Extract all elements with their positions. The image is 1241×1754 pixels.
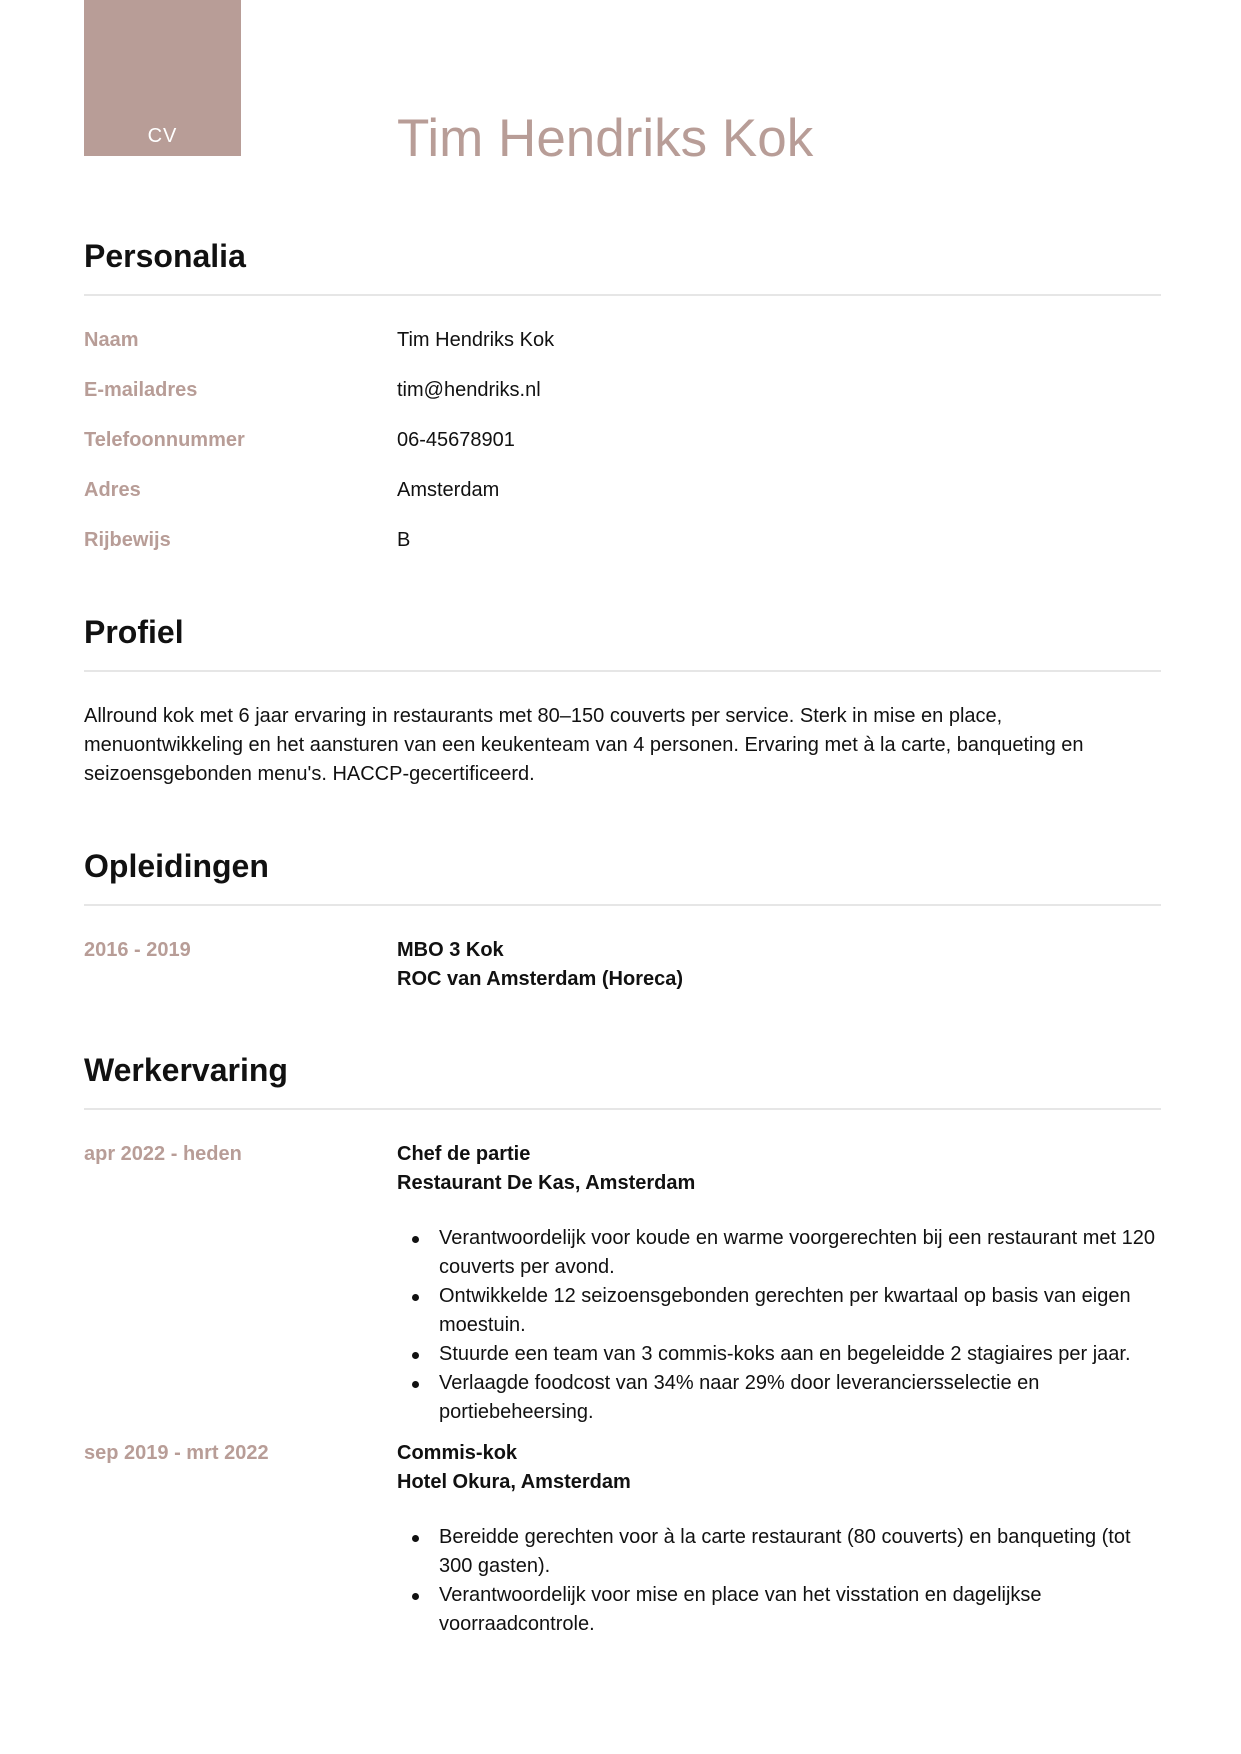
list-item (397, 1282, 1161, 1340)
entry-period: sep 2019 - mrt 2022 (84, 1442, 269, 1464)
bullet-icon (412, 1593, 419, 1600)
section-title-werkervaring: Werkervaring (84, 1050, 1161, 1110)
field-label: Naam (84, 329, 139, 351)
field-value: Tim Hendriks Kok (397, 329, 555, 351)
bullet-icon (412, 1294, 419, 1301)
opleidingen-section (84, 846, 1161, 994)
entry-title: MBO 3 Kok (397, 939, 504, 961)
cv-badge (84, 0, 241, 156)
personalia-row (84, 326, 1161, 354)
email-value[interactable]: tim@hendriks.nl (397, 379, 541, 401)
entry-period: 2016 - 2019 (84, 939, 191, 961)
list-item-text: Bereidde gerechten voor à la carte restaurant (80 couverts) en banqueting (tot 300 gasten). (439, 1526, 1131, 1577)
personalia-row (84, 526, 1161, 554)
work-entry (84, 1439, 1161, 1639)
list-item-text: Verantwoordelijk voor koude en warme voorgerechten bij een restaurant met 120 couverts per avond. (439, 1227, 1155, 1278)
field-label: Adres (84, 479, 141, 501)
page-title: Tim Hendriks Kok (397, 109, 814, 168)
profiel-section (84, 612, 1161, 789)
section-title-opleidingen: Opleidingen (84, 846, 1161, 906)
bullet-list (397, 1224, 1161, 1427)
list-item (397, 1369, 1161, 1427)
field-label: Telefoonnummer (84, 429, 245, 451)
entry-employer: Restaurant De Kas, Amsterdam (397, 1172, 696, 1194)
bullet-icon (412, 1381, 419, 1388)
entry-employer: Hotel Okura, Amsterdam (397, 1471, 631, 1493)
cv-badge-label: CV (147, 125, 178, 147)
list-item-text: Verlaagde foodcost van 34% naar 29% door leveranciersselectie en portiebeheersing. (439, 1372, 1040, 1423)
field-value: Amsterdam (397, 479, 500, 501)
field-label: E-mailadres (84, 379, 198, 401)
entry-title: Chef de partie (397, 1143, 531, 1165)
phone-value: 06-45678901 (397, 429, 515, 451)
bullet-icon (412, 1535, 419, 1542)
list-item (397, 1224, 1161, 1282)
field-value: B (397, 529, 411, 551)
bullet-icon (412, 1236, 419, 1243)
work-entry (84, 1140, 1161, 1427)
bullet-list (397, 1523, 1161, 1639)
list-item (397, 1340, 1161, 1369)
entry-title: Commis-kok (397, 1442, 518, 1464)
section-title-personalia: Personalia (84, 236, 1161, 296)
werkervaring-section (84, 1050, 1161, 1639)
personalia-list (84, 326, 1161, 554)
entry-institution: ROC van Amsterdam (Horeca) (397, 968, 684, 990)
list-item-text: Verantwoordelijk voor mise en place van het visstation en dagelijkse voorraadcontrole. (439, 1584, 1042, 1635)
personalia-row (84, 476, 1161, 504)
entry-period: apr 2022 - heden (84, 1143, 242, 1165)
list-item-text: Stuurde een team van 3 commis-koks aan en begeleidde 2 stagiaires per jaar. (439, 1343, 1131, 1365)
bullet-icon (412, 1352, 419, 1359)
personalia-section (84, 236, 1161, 576)
personalia-row (84, 426, 1161, 454)
list-item (397, 1581, 1161, 1639)
field-label: Rijbewijs (84, 529, 171, 551)
personalia-row (84, 376, 1161, 404)
section-title-profiel: Profiel (84, 612, 1161, 672)
list-item-text: Ontwikkelde 12 seizoensgebonden gerechten per kwartaal op basis van eigen moestuin. (439, 1285, 1131, 1336)
education-entry (84, 936, 1161, 994)
profile-text: Allround kok met 6 jaar ervaring in restaurants met 80–150 couverts per service. Sterk in mise en place, menuontwikkeling en het aansturen van een keukenteam van 4 personen. Ervaring met à la carte, banqueting en seizoensgebonden menu's. HACCP-gecertificeerd. (84, 705, 1084, 785)
list-item (397, 1523, 1161, 1581)
